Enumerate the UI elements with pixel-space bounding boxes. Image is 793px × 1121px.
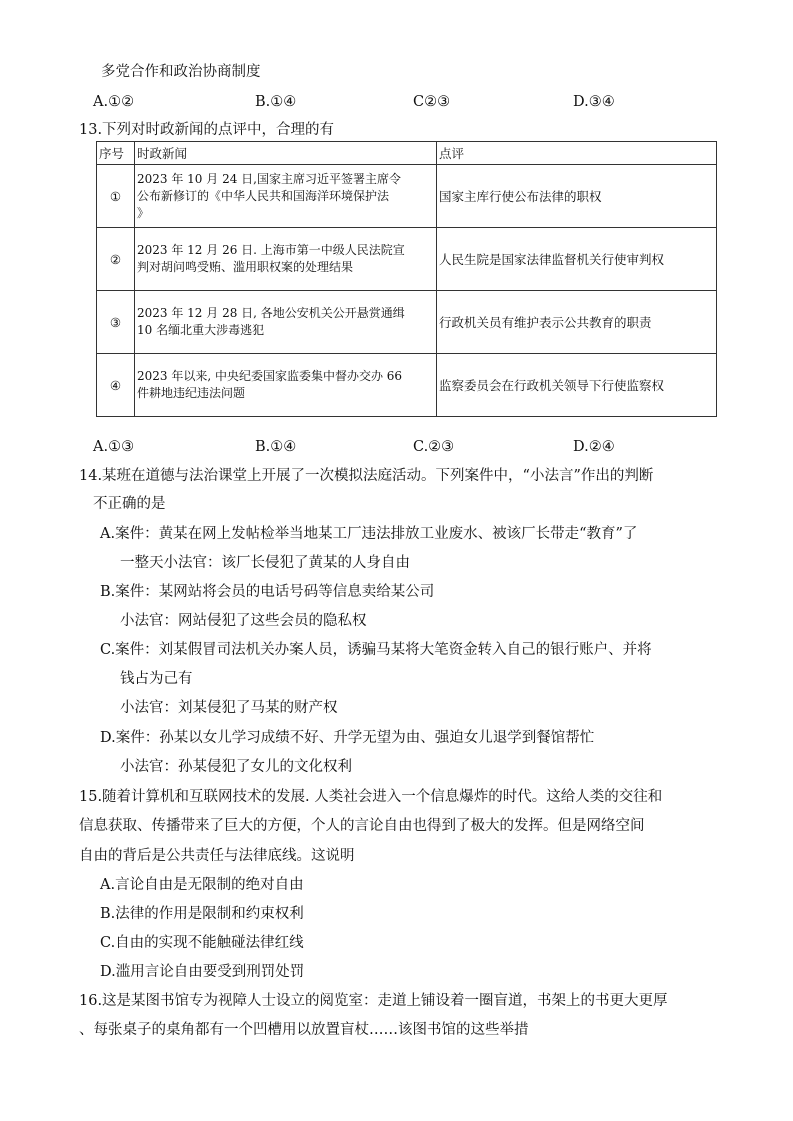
row-news: 2023 年以来, 中央纪委国家监委集中督办交办 66 件耕地违纪违法问题 <box>135 354 437 417</box>
q15-stem-line-3: 自由的背后是公共责任与法律底线。这说明 <box>79 848 355 864</box>
table-row <box>97 228 717 291</box>
q13-option-d[interactable]: D.②④ <box>573 439 615 455</box>
header-news: 时政新闻 <box>135 142 437 165</box>
q14-option-a-case[interactable]: A.案件：黄某在网上发帖检举当地某工厂违法排放工业废水、被该厂长带走“教育”了 <box>100 526 638 542</box>
q16-stem-line-2: 、每张桌子的桌角都有一个凹槽用以放置盲杖……该图书馆的这些举措 <box>79 1022 529 1038</box>
q14-option-d-judge: 小法官：孙某侵犯了女儿的文化权利 <box>120 759 352 775</box>
row-num: ② <box>97 228 135 291</box>
q13-option-b[interactable]: B.①④ <box>255 439 297 455</box>
row-comment: 人民生院是国家法律监督机关行使审判权 <box>437 228 717 291</box>
row-comment: 行政机关员有维护表示公共教育的职责 <box>437 291 717 354</box>
q12-continuation: 多党合作和政治协商制度 <box>101 64 261 80</box>
table-row <box>97 291 717 354</box>
q12-option-d[interactable]: D.③④ <box>573 94 615 110</box>
row-num: ① <box>97 165 135 228</box>
q14-option-d-case[interactable]: D.案件：孙某以女儿学习成绩不好、升学无望为由、强迫女儿退学到餐馆帮忙 <box>100 730 595 746</box>
row-comment: 监察委员会在行政机关领导下行使监察权 <box>437 354 717 417</box>
q14-option-c-case[interactable]: C.案件：刘某假冒司法机关办案人员，诱骗马某将大笔资金转入自己的银行账户、并将 <box>100 642 652 658</box>
row-comment: 国家主库行使公布法律的职权 <box>437 165 717 228</box>
q15-stem-line-1: 15.随着计算机和互联网技术的发展. 人类社会进入一个信息爆炸的时代。这给人类的交往和 <box>79 789 663 805</box>
q15-option-d[interactable]: D.滥用言论自由要受到刑罚处罚 <box>100 964 305 980</box>
row-news: 2023 年 12 月 26 日. 上海市第一中级人民法院宣 判对胡问鸣受贿、滥用职权案的处理结果 <box>135 228 437 291</box>
row-num: ③ <box>97 291 135 354</box>
header-num: 序号 <box>97 142 135 165</box>
q13-options <box>93 437 713 457</box>
row-news: 2023 年 12 月 28 日, 各地公安机关公开悬赏通缉 10 名缅北重大涉毒逃犯 <box>135 291 437 354</box>
row-num: ④ <box>97 354 135 417</box>
q12-option-b[interactable]: B.①④ <box>255 94 297 110</box>
q14-option-c-case-cont: 钱占为己有 <box>120 671 193 687</box>
q14-option-b-case[interactable]: B.案件：某网站将会员的电话号码等信息卖给某公司 <box>100 584 435 600</box>
news-table <box>96 141 717 417</box>
row-news: 2023 年 10 月 24 日,国家主席习近平签署主席令 公布新修订的《中华人民共和国海洋环境保护法 》 <box>135 165 437 228</box>
q16-stem-line-1: 16.这是某图书馆专为视障人士设立的阅览室：走道上铺设着一圈盲道，书架上的书更大更厚 <box>79 993 668 1009</box>
q14-stem-line-2: 不正确的是 <box>93 496 166 512</box>
q14-option-c-judge: 小法官：刘某侵犯了马某的财产权 <box>120 700 338 716</box>
q15-option-c[interactable]: C.自由的实现不能触碰法律红线 <box>100 935 304 951</box>
q14-option-b-judge: 小法官：网站侵犯了这些会员的隐私权 <box>120 613 367 629</box>
q14-stem-line-1: 14.某班在道德与法治课堂上开展了一次模拟法庭活动。下列案件中，“小法言”作出的判断 <box>79 468 654 484</box>
table-row <box>97 354 717 417</box>
q12-options <box>93 92 713 112</box>
q12-option-c[interactable]: C②③ <box>413 94 451 110</box>
q13-option-c[interactable]: C.②③ <box>413 439 455 455</box>
table-header-row <box>97 142 717 165</box>
q15-stem-line-2: 信息获取、传播带来了巨大的方便，个人的言论自由也得到了极大的发挥。但是网络空间 <box>79 818 645 834</box>
q15-option-b[interactable]: B.法律的作用是限制和约束权利 <box>100 906 304 922</box>
header-comment: 点评 <box>437 142 717 165</box>
q13-stem: 13.下列对时政新闻的点评中，合理的有 <box>79 122 335 138</box>
q15-option-a[interactable]: A.言论自由是无限制的绝对自由 <box>100 877 304 893</box>
q12-option-a[interactable]: A.①② <box>93 94 135 110</box>
q13-option-a[interactable]: A.①③ <box>93 439 135 455</box>
table-row <box>97 165 717 228</box>
q14-option-a-judge: 一整天小法官：该厂长侵犯了黄某的人身自由 <box>120 555 410 571</box>
